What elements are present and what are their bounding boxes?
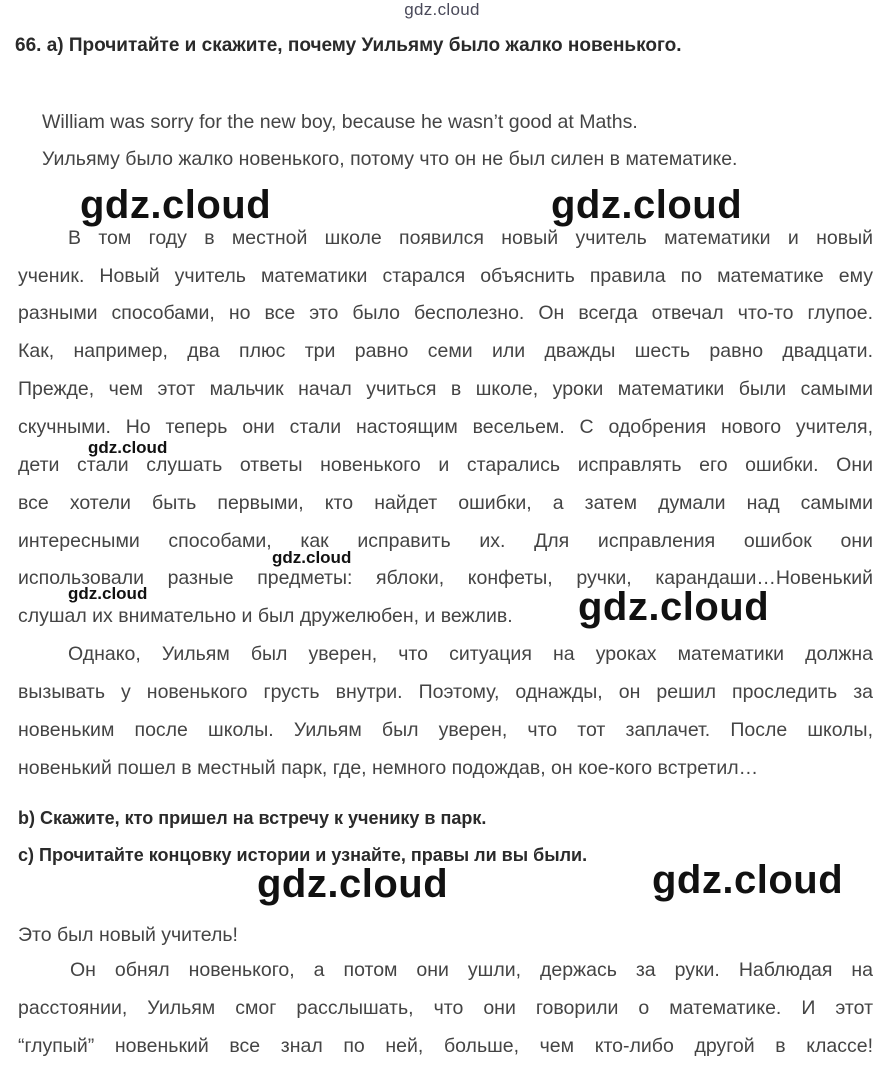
- watermark: gdz.cloud: [551, 183, 743, 227]
- task-heading: 66. a) Прочитайте и скажите, почему Уильяму было жалко новенького.: [15, 35, 682, 56]
- watermark: gdz.cloud: [652, 858, 844, 902]
- ending-first-line: Это был новый учитель!: [18, 924, 238, 946]
- story-line: скучными. Но теперь они стали настоящим весельем. С одобрения нового учителя,: [18, 416, 873, 438]
- story-line: Однако, Уильям был уверен, что ситуация на уроках математики должна: [68, 643, 873, 665]
- story-line: использовали разные предметы: яблоки, конфеты, ручки, карандаши…Новенький: [18, 567, 873, 589]
- watermark: gdz.cloud: [68, 584, 148, 603]
- story-line: ученик. Новый учитель математики старался объяснить правила по математике ему: [18, 265, 873, 287]
- watermark: gdz.cloud: [272, 548, 352, 567]
- story-line: Прежде, чем этот мальчик начал учиться в школе, уроки математики были самыми: [18, 378, 873, 400]
- ending-line: Он обнял новенького, а потом они ушли, держась за руки. Наблюдая на: [70, 959, 873, 981]
- answer-russian: Уильяму было жалко новенького, потому что он не был силен в математике.: [42, 148, 738, 170]
- story-line: новенький пошел в местный парк, где, немного подождав, он кое-кого встретил…: [18, 757, 759, 779]
- watermark: gdz.cloud: [257, 862, 449, 906]
- ending-line: “глупый” новенький все знал по ней, больше, чем кто-либо другой в классе!: [18, 1035, 873, 1057]
- story-line: интересными способами, как исправить их. Для исправления ошибок они: [18, 530, 873, 552]
- story-line: слушал их внимательно и был дружелюбен, и вежлив.: [18, 605, 513, 627]
- story-line: все хотели быть первыми, кто найдет ошибки, а затем думали над самыми: [18, 492, 873, 514]
- story-line: новеньким после школы. Уильям был уверен, что тот заплачет. После школы,: [18, 719, 873, 741]
- story-line: В том году в местной школе появился новый учитель математики и новый: [68, 227, 873, 249]
- answer-english: William was sorry for the new boy, because he wasn’t good at Maths.: [42, 111, 638, 133]
- ending-line: расстоянии, Уильям смог расслышать, что они говорили о математике. И этот: [18, 997, 873, 1019]
- task-c-heading: c) Прочитайте концовку истории и узнайте, правы ли вы были.: [18, 845, 588, 865]
- watermark: gdz.cloud: [80, 183, 272, 227]
- watermark: gdz.cloud: [578, 585, 770, 629]
- header-watermark: gdz.cloud: [404, 0, 480, 19]
- story-line: вызывать у новенького грусть внутри. Поэтому, однажды, он решил проследить за: [18, 681, 873, 703]
- watermark: gdz.cloud: [88, 438, 168, 457]
- story-line: разными способами, но все это было бесполезно. Он всегда отвечал что-то глупое.: [18, 302, 873, 324]
- task-b-heading: b) Скажите, кто пришел на встречу к ученику в парк.: [18, 808, 487, 828]
- story-line: дети стали слушать ответы новенького и старались исправлять его ошибки. Они: [18, 454, 873, 476]
- story-line: Как, например, два плюс три равно семи или дважды шесть равно двадцати.: [18, 340, 873, 362]
